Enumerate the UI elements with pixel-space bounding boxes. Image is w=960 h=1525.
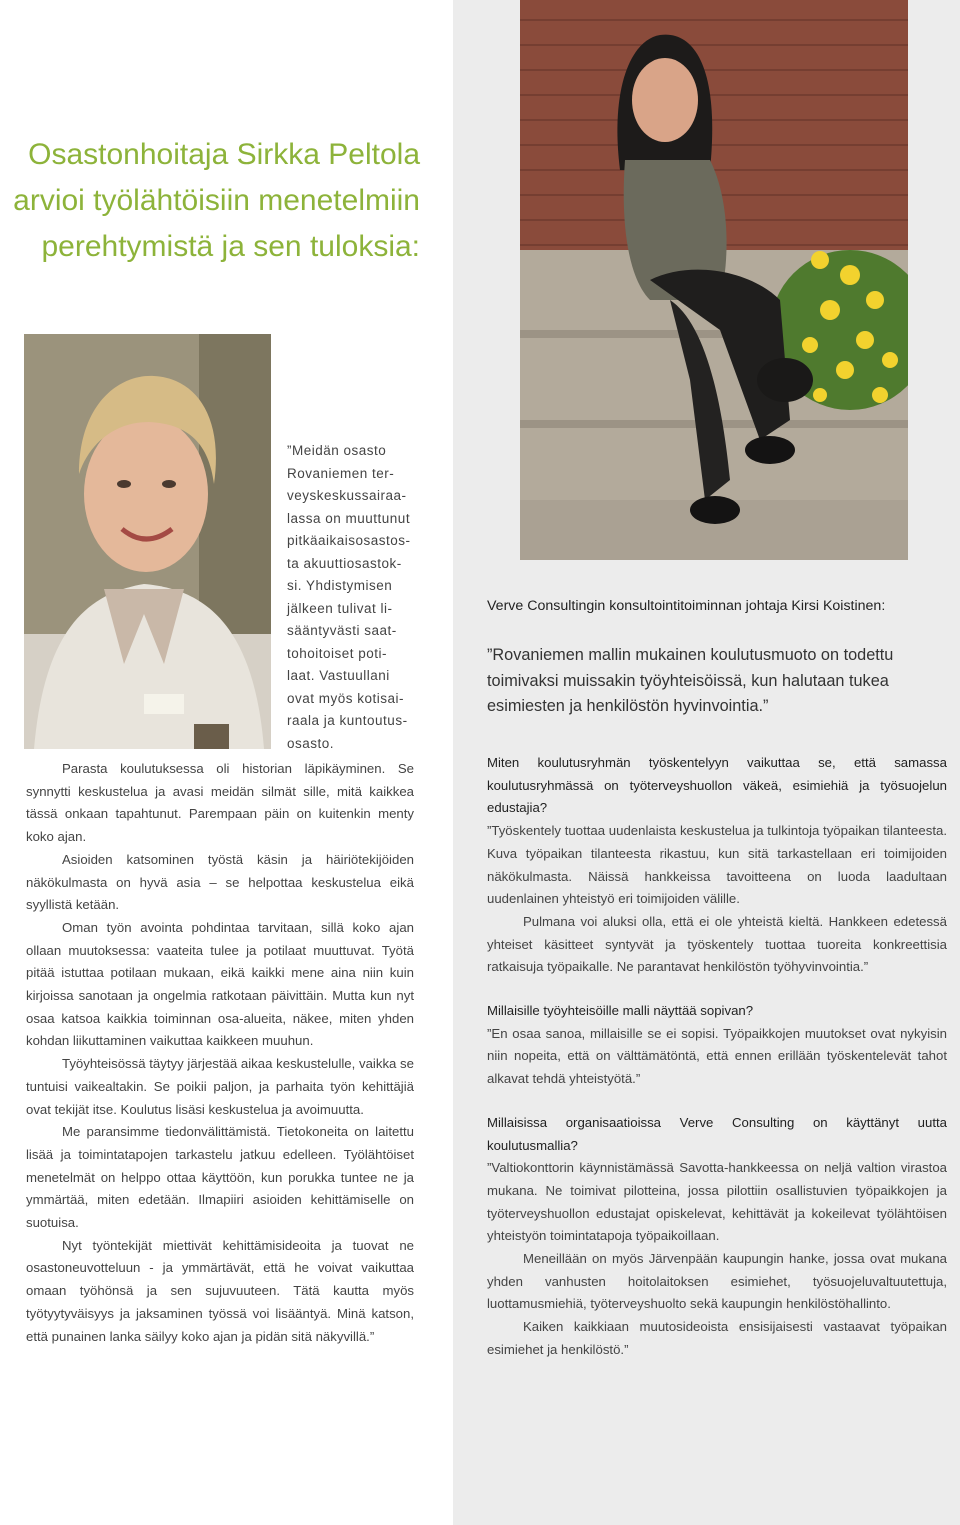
left-article-body (26, 758, 414, 1348)
title-line-1: Osastonhoitaja Sirkka Peltola (28, 138, 420, 171)
title-line-3: perehtymistä ja sen tuloksia: (41, 230, 420, 263)
article-title (0, 132, 420, 270)
quote-line: pitkäaikaisosastos- (287, 533, 411, 548)
spacer (487, 1091, 947, 1112)
woman-on-steps-illustration (520, 0, 908, 560)
interview-answer: Meneillään on myös Järvenpään kaupungin hanke, jossa ovat mukana yhden vanhusten hoitolaitoksen esimiehet, työsuojeluvaltuutettuja, luottamusmiehiä, työterveyshuolto sekä kaupungin henkilöstöhallinto. (487, 1251, 947, 1312)
photo-caption: Verve Consultingin konsultointitoiminnan johtaja Kirsi Koistinen: (487, 598, 886, 614)
title-line-2: arvioi työlähtöisiin menetelmiin (13, 184, 420, 217)
pull-quote: ”Rovaniemen mallin mukainen koulutusmuoto on todettu toimivaksi muissakin työyhteisöissä, kun halutaan tukea esimiesten ja henkilöstön hyvinvointia.” (487, 646, 894, 715)
right-article-body (487, 752, 947, 1362)
quote-line: raala ja kuntoutus- (287, 713, 408, 728)
portrait-illustration (24, 334, 271, 749)
quote-line: Rovaniemen ter- (287, 465, 395, 481)
body-paragraph: Nyt työntekijät miettivät kehittämisideoita ja tuovat ne osastoneuvotteluun - ja ymmärtävät, että he voivat vaikuttaa omaan työhönsä ja sen sujuvuuteen. Tätä kautta myös työtyytyväisyys ja jaksaminen työssä voi lisääntyä. Minä katson, että punainen lanka säilyy koko ajan ja pidän sitä näkyvillä.” (26, 1237, 414, 1344)
body-paragraph: Työyhteisössä täytyy järjestää aikaa keskustelulle, vaikka se tuntuisi vaikealtakin. Se poikii paljon, ja parhaita työn kehittäjiä ovat tekijät itse. Koulutus lisäsi keskustelua ja avoimuutta. (26, 1056, 414, 1117)
interview-question: Miten koulutusryhmän työskentelyyn vaikuttaa se, että samassa koulutusryhmässä on työterveyshuollon väkeä, esimiehiä ja työsuojelun edustajia? (487, 755, 947, 816)
quote-line: sääntyvästi saat- (287, 623, 397, 638)
quote-line: ovat myös kotisai- (287, 690, 405, 706)
quote-line: laat. Vastuullani (287, 668, 390, 683)
interview-question: Millaisille työyhteisöille malli näyttää sopivan? (487, 1003, 754, 1019)
spacer (487, 979, 947, 1000)
quote-line: ”Meidän osasto (287, 443, 387, 458)
body-paragraph: Asioiden katsominen työstä käsin ja häiriötekijöiden näkökulmasta on hyvä asia – se helpottaa keskustelua eikä syyllistä ketään. (26, 851, 414, 913)
quote-line: si. Yhdistymisen (287, 578, 393, 593)
interview-answer: Kaiken kaikkiaan muutosideoista ensisijaisesti vastaavat työpaikan esimiehet ja henkilöstö.” (487, 1319, 947, 1357)
body-paragraph: Oman työn avointa pohdintaa tarvitaan, sillä koko ajan ollaan muutoksessa: vaateita tulee ja potilaat muuttuvat. Työtä pitää istuttaa potilaan mukaan, eikä kaikki mene aina niin kuin kirjoissa sanotaan ja ongelmia ratkotaan päivittäin. Mutta kun nyt osaa katsoa kaikkia toiminnan osa-alueita, näkee, miten yhden kohdan liikuttaminen vaikuttaa kaikkeen muuhun. (26, 919, 414, 1049)
quote-line: tohoitoiset poti- (287, 645, 388, 661)
quote-line: osasto. (287, 735, 335, 751)
quote-line: ta akuuttiosastok- (287, 555, 402, 571)
portrait-photo-left (24, 334, 271, 749)
quote-intro-column (287, 440, 420, 755)
quote-line: jälkeen tulivat li- (287, 600, 393, 616)
interview-question: Millaisissa organisaatioissa Verve Consulting on käyttänyt uutta koulutusmallia? (487, 1114, 947, 1153)
interview-answer: ”En osaa sanoa, millaisille se ei sopisi. Työpaikkojen muutokset ovat nykyisin niin nopeita, että on välttämätöntä, että ennen erillään työskentelevät tahot alkavat tehdä yhteistyötä.” (487, 1025, 947, 1087)
quote-line: lassa on muuttunut (287, 510, 411, 526)
interview-answer: ”Valtiokonttorin käynnistämässä Savotta-hankkeessa on neljä valtion virastoa mukana. Ne toimivat pilotteina, jossa pilottiin osallistuvien työpaikkojen ja työterveyshuollon edustajat opiskelevat, kehittävät ja kokeilevat työlähtöisen yhteistyön toimintatapoja työpaikoillaan. (487, 1160, 947, 1244)
interview-answer: Pulmana voi aluksi olla, että ei ole yhteistä kieltä. Hankkeen edetessä yhteiset käsitteet syntyvät ja työskentely tuottaa tuoreita konkreettisia ratkaisuja työpaikalle. Ne parantavat henkilöstön työhyvinvointia.” (487, 913, 947, 975)
interview-answer: ”Työskentely tuottaa uudenlaista keskustelua ja tulkintoja työpaikan tilanteesta. Kuva työpaikan tilanteesta rikastuu, kun sitä tarkastellaan eri toimijoiden näkökulmasta. Näissä hankkeissa tavoitteena on luoda laadultaan uudenlainen yhteistyö eri toimijoiden välille. (487, 823, 947, 907)
quote-line: veyskeskussairaa- (287, 488, 407, 503)
body-paragraph: Me paransimme tiedonvälittämistä. Tietokoneita on laitettu lisää ja toimintatapojen tarkastelu jatkuu edelleen. Työlähtöiset menetelmät on helppo ottaa käyttöön, kun porukka tuntee ne ja ymmärtää, miten edetään. Ilmapiiri asioiden kehittämiselle on suotuisa. (26, 1124, 414, 1231)
body-paragraph: Parasta koulutuksessa oli historian läpikäyminen. Se synnytti keskustelua ja avasi meidän silmät sille, mitä kaikkea tässä onkaan tapahtunut. Parempaan päin on kuitenkin menty koko ajan. (26, 761, 414, 845)
photo-woman-on-steps (520, 0, 908, 560)
